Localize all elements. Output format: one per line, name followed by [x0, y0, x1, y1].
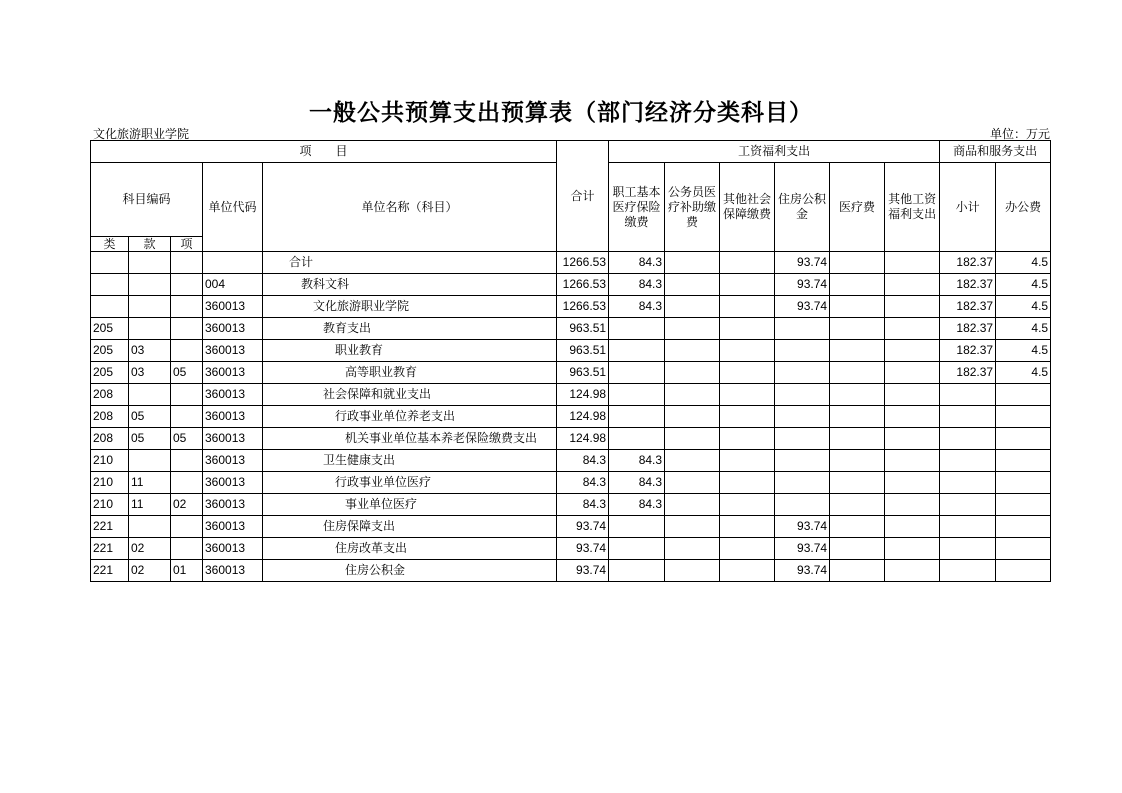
cell-total: 93.74: [557, 516, 609, 538]
table-row: [91, 516, 1051, 538]
cell-value: [720, 318, 775, 340]
cell-lei: 210: [91, 450, 129, 472]
cell-unit-code: 360013: [203, 472, 263, 494]
cell-unit-name: 机关事业单位基本养老保险缴费支出: [263, 428, 557, 450]
header-unit-code: 单位代码: [203, 163, 263, 252]
cell-unit-code: 360013: [203, 362, 263, 384]
cell-value: [609, 340, 665, 362]
cell-value: [885, 516, 940, 538]
cell-value: 93.74: [775, 252, 830, 274]
cell-value: [720, 274, 775, 296]
cell-total: 963.51: [557, 318, 609, 340]
cell-value: [609, 406, 665, 428]
cell-lei: [91, 274, 129, 296]
cell-value: [720, 252, 775, 274]
cell-unit-name: 合计: [263, 252, 557, 274]
cell-value: [885, 560, 940, 582]
cell-total: 1266.53: [557, 296, 609, 318]
cell-unit-code: 360013: [203, 450, 263, 472]
cell-value: [885, 406, 940, 428]
cell-value: 93.74: [775, 516, 830, 538]
cell-value: [720, 406, 775, 428]
cell-value: [665, 274, 720, 296]
cell-kuan: 11: [129, 494, 171, 516]
cell-lei: 208: [91, 428, 129, 450]
cell-xiang: 05: [171, 362, 203, 384]
table-row: [91, 428, 1051, 450]
cell-unit-name: 教育支出: [263, 318, 557, 340]
cell-total: 84.3: [557, 450, 609, 472]
cell-value: 182.37: [940, 362, 996, 384]
cell-unit-name: 卫生健康支出: [263, 450, 557, 472]
cell-unit-name: 文化旅游职业学院: [263, 296, 557, 318]
header-col-other-welfare: 其他工资福利支出: [885, 163, 940, 252]
cell-value: [609, 538, 665, 560]
cell-value: [775, 406, 830, 428]
cell-total: 124.98: [557, 406, 609, 428]
cell-value: [775, 384, 830, 406]
cell-value: [775, 428, 830, 450]
cell-value: [940, 472, 996, 494]
cell-value: 84.3: [609, 296, 665, 318]
cell-lei: 210: [91, 472, 129, 494]
cell-value: [830, 494, 885, 516]
header-col-housing-fund: 住房公积金: [775, 163, 830, 252]
cell-value: [885, 362, 940, 384]
cell-value: [830, 538, 885, 560]
cell-xiang: [171, 318, 203, 340]
cell-value: [940, 516, 996, 538]
table-row: [91, 472, 1051, 494]
cell-value: 4.5: [996, 318, 1051, 340]
cell-value: [665, 296, 720, 318]
header-group-goods: 商品和服务支出: [940, 141, 1051, 163]
cell-value: [665, 428, 720, 450]
organization-name: 文化旅游职业学院: [93, 127, 190, 141]
cell-total: 124.98: [557, 428, 609, 450]
cell-value: [720, 516, 775, 538]
page-title: 一般公共预算支出预算表（部门经济分类科目）: [309, 100, 813, 126]
cell-unit-code: 360013: [203, 560, 263, 582]
cell-total: 1266.53: [557, 252, 609, 274]
table-row: [91, 406, 1051, 428]
cell-value: [996, 538, 1051, 560]
cell-total: 124.98: [557, 384, 609, 406]
cell-value: [885, 296, 940, 318]
cell-total: 93.74: [557, 560, 609, 582]
cell-value: 84.3: [609, 472, 665, 494]
cell-value: [885, 428, 940, 450]
cell-xiang: [171, 384, 203, 406]
cell-value: [609, 560, 665, 582]
cell-value: [830, 252, 885, 274]
cell-kuan: 02: [129, 538, 171, 560]
cell-xiang: [171, 472, 203, 494]
cell-kuan: [129, 296, 171, 318]
cell-xiang: 05: [171, 428, 203, 450]
cell-unit-code: 360013: [203, 538, 263, 560]
cell-value: 4.5: [996, 340, 1051, 362]
cell-unit-code: 360013: [203, 340, 263, 362]
cell-xiang: 01: [171, 560, 203, 582]
cell-total: 963.51: [557, 340, 609, 362]
header-col-medical: 医疗费: [830, 163, 885, 252]
cell-value: [996, 450, 1051, 472]
cell-value: [665, 538, 720, 560]
cell-value: 84.3: [609, 274, 665, 296]
cell-value: [609, 362, 665, 384]
cell-value: [665, 340, 720, 362]
table-row: [91, 450, 1051, 472]
cell-unit-code: 004: [203, 274, 263, 296]
header-total: 合计: [557, 141, 609, 252]
cell-kuan: [129, 274, 171, 296]
cell-value: [775, 340, 830, 362]
cell-value: [885, 318, 940, 340]
table-row: [91, 384, 1051, 406]
cell-lei: 221: [91, 538, 129, 560]
table-row: [91, 318, 1051, 340]
cell-value: [830, 384, 885, 406]
cell-value: [830, 450, 885, 472]
cell-lei: [91, 296, 129, 318]
cell-value: [885, 494, 940, 516]
cell-lei: 205: [91, 318, 129, 340]
cell-value: [996, 384, 1051, 406]
cell-value: [720, 296, 775, 318]
cell-unit-name: 职业教育: [263, 340, 557, 362]
cell-value: 93.74: [775, 560, 830, 582]
cell-xiang: [171, 340, 203, 362]
cell-unit-code: [203, 252, 263, 274]
cell-value: [885, 274, 940, 296]
cell-value: [720, 450, 775, 472]
header-col-civil-medical: 公务员医疗补助缴费: [665, 163, 720, 252]
cell-value: [830, 516, 885, 538]
header-col-subtotal: 小计: [940, 163, 996, 252]
cell-value: [665, 560, 720, 582]
table-row: [91, 296, 1051, 318]
header-lei: 类: [91, 237, 129, 252]
cell-kuan: [129, 384, 171, 406]
cell-value: [940, 538, 996, 560]
cell-value: [885, 252, 940, 274]
cell-unit-name: 行政事业单位养老支出: [263, 406, 557, 428]
cell-value: [665, 252, 720, 274]
cell-total: 84.3: [557, 494, 609, 516]
cell-lei: 205: [91, 362, 129, 384]
cell-value: [940, 406, 996, 428]
cell-kuan: 05: [129, 406, 171, 428]
cell-value: [885, 384, 940, 406]
header-unit-name: 单位名称（科目）: [263, 163, 557, 252]
cell-value: [996, 516, 1051, 538]
cell-unit-name: 事业单位医疗: [263, 494, 557, 516]
table-row: [91, 252, 1051, 274]
table-row: [91, 362, 1051, 384]
cell-kuan: 03: [129, 362, 171, 384]
cell-kuan: [129, 450, 171, 472]
cell-value: 182.37: [940, 274, 996, 296]
cell-value: [830, 340, 885, 362]
cell-kuan: [129, 516, 171, 538]
cell-total: 1266.53: [557, 274, 609, 296]
cell-xiang: [171, 450, 203, 472]
cell-kuan: [129, 252, 171, 274]
cell-value: [830, 428, 885, 450]
cell-unit-name: 住房公积金: [263, 560, 557, 582]
cell-value: 84.3: [609, 494, 665, 516]
cell-value: [720, 362, 775, 384]
unit-label: 单位：万元: [989, 127, 1050, 141]
cell-value: [665, 406, 720, 428]
cell-kuan: 02: [129, 560, 171, 582]
header-col-basic-medical: 职工基本医疗保险缴费: [609, 163, 665, 252]
cell-kuan: [129, 318, 171, 340]
cell-value: 4.5: [996, 252, 1051, 274]
cell-value: [830, 472, 885, 494]
cell-xiang: [171, 406, 203, 428]
cell-value: [940, 560, 996, 582]
cell-unit-name: 行政事业单位医疗: [263, 472, 557, 494]
cell-unit-code: 360013: [203, 296, 263, 318]
cell-xiang: 02: [171, 494, 203, 516]
header-subject-code: 科目编码: [91, 163, 203, 237]
cell-kuan: 05: [129, 428, 171, 450]
cell-lei: 221: [91, 516, 129, 538]
cell-value: [996, 560, 1051, 582]
cell-value: [940, 384, 996, 406]
header-xiang: 项: [171, 237, 203, 252]
table-row: [91, 340, 1051, 362]
cell-value: [665, 384, 720, 406]
cell-value: 182.37: [940, 296, 996, 318]
cell-value: [885, 538, 940, 560]
header-kuan: 款: [129, 237, 171, 252]
cell-value: 4.5: [996, 296, 1051, 318]
cell-value: 182.37: [940, 252, 996, 274]
cell-unit-code: 360013: [203, 494, 263, 516]
cell-value: [720, 428, 775, 450]
cell-value: [775, 362, 830, 384]
cell-value: [885, 340, 940, 362]
cell-lei: 208: [91, 406, 129, 428]
cell-lei: [91, 252, 129, 274]
header-col-office: 办公费: [996, 163, 1051, 252]
cell-value: [720, 340, 775, 362]
cell-value: [775, 318, 830, 340]
table-row: [91, 538, 1051, 560]
cell-value: [830, 274, 885, 296]
header-project: 项 目: [91, 141, 557, 163]
cell-unit-name: 高等职业教育: [263, 362, 557, 384]
cell-value: [720, 538, 775, 560]
cell-unit-code: 360013: [203, 516, 263, 538]
cell-xiang: [171, 252, 203, 274]
cell-unit-name: 住房保障支出: [263, 516, 557, 538]
cell-value: [830, 362, 885, 384]
cell-unit-code: 360013: [203, 428, 263, 450]
table-row: [91, 274, 1051, 296]
cell-value: [940, 450, 996, 472]
table-row: [91, 494, 1051, 516]
cell-value: [720, 494, 775, 516]
cell-value: [775, 494, 830, 516]
budget-table: [90, 140, 1051, 582]
cell-value: [665, 362, 720, 384]
cell-lei: 208: [91, 384, 129, 406]
cell-value: [830, 318, 885, 340]
cell-value: [665, 450, 720, 472]
cell-unit-name: 教科文科: [263, 274, 557, 296]
cell-value: [940, 428, 996, 450]
cell-value: [720, 560, 775, 582]
cell-value: [609, 384, 665, 406]
cell-value: 4.5: [996, 274, 1051, 296]
cell-value: [720, 472, 775, 494]
cell-value: [996, 428, 1051, 450]
cell-value: [885, 472, 940, 494]
cell-value: [830, 406, 885, 428]
cell-value: [665, 494, 720, 516]
cell-value: 182.37: [940, 318, 996, 340]
cell-value: 84.3: [609, 450, 665, 472]
cell-unit-code: 360013: [203, 384, 263, 406]
cell-value: [996, 472, 1051, 494]
cell-value: 93.74: [775, 274, 830, 296]
cell-value: [775, 472, 830, 494]
cell-value: 93.74: [775, 538, 830, 560]
cell-value: [885, 450, 940, 472]
cell-value: [609, 428, 665, 450]
cell-total: 84.3: [557, 472, 609, 494]
cell-lei: 221: [91, 560, 129, 582]
cell-value: [665, 318, 720, 340]
cell-lei: 210: [91, 494, 129, 516]
cell-value: [940, 494, 996, 516]
cell-unit-name: 社会保障和就业支出: [263, 384, 557, 406]
cell-value: [830, 560, 885, 582]
cell-xiang: [171, 516, 203, 538]
cell-value: 182.37: [940, 340, 996, 362]
cell-unit-code: 360013: [203, 406, 263, 428]
header-col-other-social: 其他社会保障缴费: [720, 163, 775, 252]
cell-value: 93.74: [775, 296, 830, 318]
cell-value: [996, 406, 1051, 428]
cell-unit-code: 360013: [203, 318, 263, 340]
cell-value: [720, 384, 775, 406]
cell-value: [665, 516, 720, 538]
table-row: [91, 560, 1051, 582]
cell-value: [996, 494, 1051, 516]
cell-total: 963.51: [557, 362, 609, 384]
cell-value: [775, 450, 830, 472]
cell-value: [609, 516, 665, 538]
cell-xiang: [171, 538, 203, 560]
cell-kuan: 11: [129, 472, 171, 494]
cell-value: 84.3: [609, 252, 665, 274]
cell-value: [665, 472, 720, 494]
cell-xiang: [171, 274, 203, 296]
cell-xiang: [171, 296, 203, 318]
cell-total: 93.74: [557, 538, 609, 560]
cell-value: [609, 318, 665, 340]
cell-lei: 205: [91, 340, 129, 362]
header-group-salary: 工资福利支出: [609, 141, 940, 163]
cell-kuan: 03: [129, 340, 171, 362]
cell-value: 4.5: [996, 362, 1051, 384]
cell-value: [830, 296, 885, 318]
cell-unit-name: 住房改革支出: [263, 538, 557, 560]
